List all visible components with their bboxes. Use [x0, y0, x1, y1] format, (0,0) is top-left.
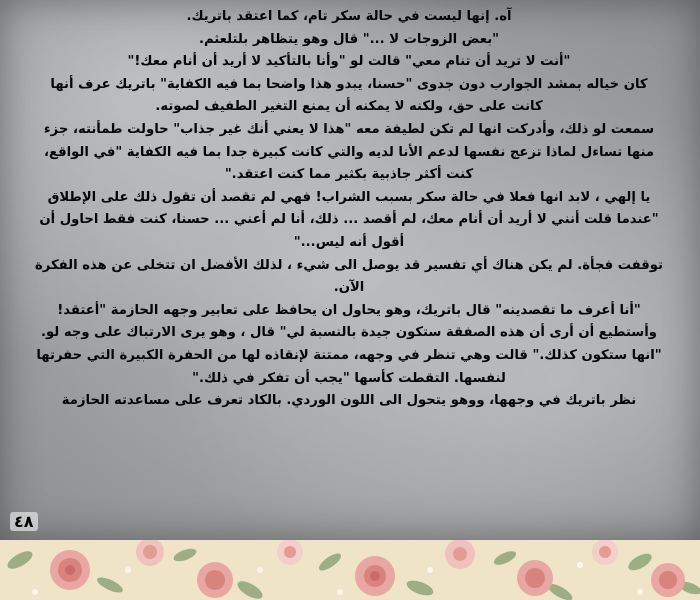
floral-pattern — [0, 540, 700, 600]
text-line: "بعض الزوجات لا ..." قال وهو يتظاهر بلتلعثم. — [198, 31, 500, 47]
page-number: ٤٨ — [10, 512, 38, 531]
text-line: يا إلهي ، لابد انها فعلا في حالة سكر بسبب الشراب! فهي لم تقصد أن تقول ذلك على الإطلاق — [47, 189, 651, 205]
text-line: آه. إنها ليست في حالة سكر تام، كما اعتقد باتريك. — [186, 9, 512, 24]
text-line: سمعت لو ذلك، وأدركت انها لم تكن لطيفة معه "هذا لا يعني أنك غير جذاب" حاولت طمأنته، جزء — [43, 121, 655, 137]
text-line: وأستطيع أن أرى أن هذه الصفقة ستكون جيدة بالنسبة لي" قال ، وهو يرى الارتباك على وجه لو. — [41, 325, 657, 341]
text-line: الآن. — [333, 280, 365, 296]
text-line: كان خياله بمشد الجوارب دون جدوى "حسنا، يبدو هذا واضحا بما فيه الكفاية" باتريك عرف أنها — [50, 76, 648, 92]
text-line: توقفت فجأة. لم يكن هناك أي تفسير قد يوصل الى شيء ، لذلك الأفضل ان تتخلى عن هذه الفكرة — [34, 257, 664, 273]
text-line: أقول أنه ليس..." — [293, 234, 405, 250]
text-line: "أنت لا تريد أن تنام معي" قالت لو "وأنا بالتأكيد لا أريد أن أنام معك!" — [127, 54, 571, 70]
text-line: منها تساءل لماذا تزعج نفسها لدعم الأنا لديه والتي كانت كبيرة جدا بما فيه الكفاية "في الواقع، — [43, 144, 655, 160]
floral-border — [0, 540, 700, 600]
text-line: لنفسها. التقطت كأسها "يجب أن تفكر في ذلك." — [192, 370, 506, 386]
text-line: "أنا أعرف ما تقصدينه" قال باتريك، وهو يحاول ان يحافظ على تعابير وجهه الحازمة "أعتقد! — [57, 302, 641, 318]
text-line: كانت على حق، ولكنه لا يمكنه أن يمنع التغير الطفيف لصوته. — [155, 99, 543, 115]
text-line: كنت أكثر جاذبية بكثير مما كنت اعتقد." — [224, 167, 474, 183]
text-block — [8, 6, 690, 413]
text-line: "انها ستكون كذلك." قالت وهي تنظر في وجهه، ممتنة لإنقاذه لها من الحفرة الكبيرة التي حفرتها — [36, 347, 662, 363]
text-line: نظر باتريك في وجهها، ووهو يتحول الى اللون الوردي. بالكاد تعرف على مساعدته الحازمة — [61, 393, 637, 409]
text-line: "عندما قلت أنني لا أريد أن أنام معك، لم أقصد ... ذلك، أنا لم أعني ... حسنا، كنت فقط احاول أن — [39, 212, 659, 228]
